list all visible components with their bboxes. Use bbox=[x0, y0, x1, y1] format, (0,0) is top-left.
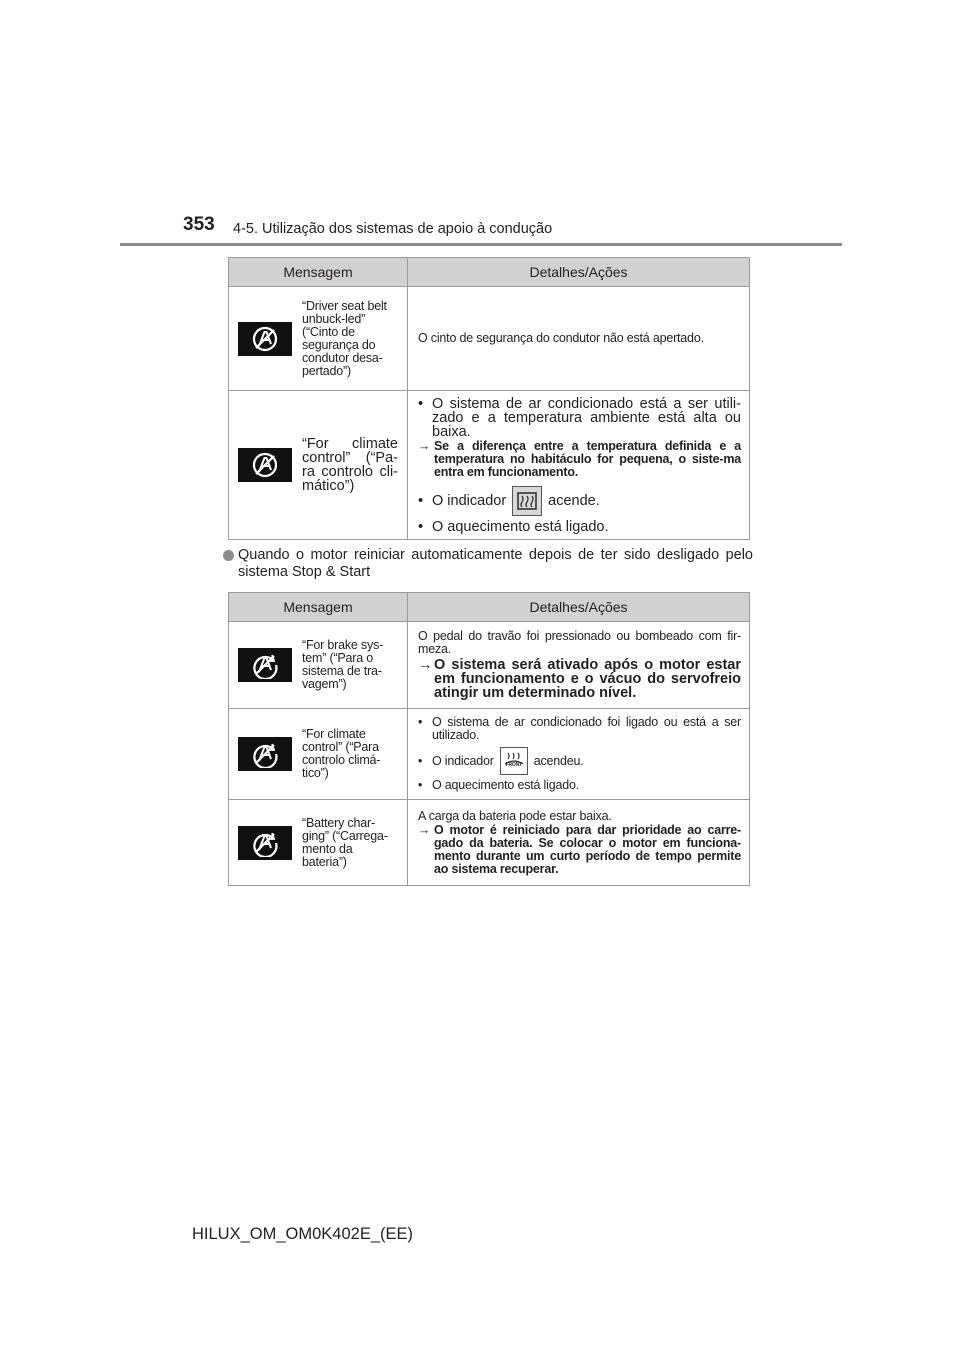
message-cell bbox=[229, 709, 408, 800]
list-item bbox=[418, 716, 741, 742]
arrow-icon: → bbox=[418, 438, 431, 453]
bullet-text: O aquecimento está ligado. bbox=[432, 778, 579, 792]
table-row bbox=[229, 287, 750, 391]
stop-start-restart-icon bbox=[238, 826, 292, 860]
message-details: O cinto de segurança do condutor não está apertado. bbox=[408, 287, 750, 391]
col-header-message: Mensagem bbox=[229, 593, 408, 622]
bullet-text: O sistema de ar condicionado está a ser utili-zado e a temperatura ambiente está alta ou baixa. bbox=[432, 395, 741, 440]
paragraph-text: Quando o motor reiniciar automaticamente depois de ter sido desligado pelo sistema Stop & Start bbox=[238, 547, 753, 580]
arrow-icon: → bbox=[418, 822, 431, 837]
bullet-circle-icon bbox=[223, 550, 234, 561]
message-details bbox=[408, 391, 750, 540]
message-name: “For brake sys-tem” (“Para o sistema de tra-vagem”) bbox=[302, 638, 384, 691]
stop-start-restart-icon bbox=[238, 737, 292, 771]
section-title: 4-5. Utilização dos sistemas de apoio à condução bbox=[233, 221, 553, 237]
arrow-icon: → bbox=[418, 657, 433, 673]
bullet-dot: • bbox=[418, 753, 423, 768]
list-item bbox=[418, 747, 741, 775]
bullet-dot: • bbox=[418, 492, 424, 509]
col-header-message: Mensagem bbox=[229, 258, 408, 287]
table-row bbox=[229, 622, 750, 709]
message-details bbox=[408, 622, 750, 709]
header-rule bbox=[120, 243, 842, 246]
bullet-dot: • bbox=[418, 518, 424, 535]
table-row bbox=[229, 800, 750, 886]
list-item bbox=[418, 520, 741, 534]
stop-start-off-icon bbox=[238, 322, 292, 356]
page-number: 353 bbox=[183, 214, 215, 235]
message-cell bbox=[229, 287, 408, 391]
message-name: “Battery char-ging” (“Carrega-mento da bateria”) bbox=[302, 815, 388, 869]
icon-cell bbox=[230, 648, 298, 682]
details-text: O pedal do travão foi pressionado ou bombeado com fir-meza. bbox=[418, 629, 741, 656]
arrow-text: O motor é reiniciado para dar prioridade ao carre-gado da bateria. Se colocar o motor em funciona-mento durante um curto período de tempo permite ao sistema recuperar. bbox=[434, 822, 741, 876]
list-item bbox=[418, 486, 741, 516]
icon-cell bbox=[230, 322, 298, 356]
bullet-text: O aquecimento está ligado. bbox=[432, 518, 609, 535]
icon-cell bbox=[230, 448, 298, 482]
message-cell bbox=[229, 622, 408, 709]
table-header bbox=[229, 593, 750, 622]
messages-table-2 bbox=[228, 592, 750, 886]
messages-table-1 bbox=[228, 257, 750, 540]
table-header bbox=[229, 258, 750, 287]
col-header-details: Detalhes/Ações bbox=[408, 258, 750, 287]
bullet-dot: • bbox=[418, 395, 424, 412]
front-label: FRONT bbox=[505, 762, 522, 768]
document-code: HILUX_OM_OM0K402E_(EE) bbox=[192, 1225, 414, 1243]
bullet-dot: • bbox=[418, 715, 423, 729]
bullet-text: O sistema de ar condicionado foi ligado ou está a ser utilizado. bbox=[432, 715, 741, 742]
arrow-note bbox=[418, 440, 741, 479]
bullet-paragraph bbox=[223, 547, 753, 581]
arrow-text: Se a diferença entre a temperatura definida e a temperatura no habitáculo for pequena, o siste-ma entra em funcionamento. bbox=[434, 438, 741, 479]
message-details bbox=[408, 800, 750, 886]
bullet-text: acende. bbox=[548, 492, 600, 509]
bullet-dot: • bbox=[418, 778, 423, 792]
message-name: “Driver seat belt unbuck-led” (“Cinto de segurança do condutor desa-pertado”) bbox=[302, 298, 387, 378]
bullet-text: O indicador bbox=[432, 753, 494, 768]
table-row bbox=[229, 391, 750, 540]
front-defogger-icon bbox=[500, 747, 528, 775]
col-header-details: Detalhes/Ações bbox=[408, 593, 750, 622]
table-row bbox=[229, 709, 750, 800]
rear-defogger-icon bbox=[512, 486, 542, 516]
list-item bbox=[418, 779, 741, 792]
message-name: “For climate control” (“Pa-ra controlo cli-mático”) bbox=[302, 436, 398, 494]
arrow-note bbox=[418, 658, 741, 700]
arrow-note bbox=[418, 824, 741, 876]
bullet-text: O indicador bbox=[432, 492, 507, 509]
icon-cell bbox=[230, 826, 298, 860]
details-text: A carga da bateria pode estar baixa. bbox=[418, 808, 612, 823]
message-name: “For climate control” (“Para controlo climá-tico”) bbox=[302, 727, 381, 780]
arrow-text: O sistema será ativado após o motor estar em funcionamento e o vácuo do servofreio atingir um determinado nível. bbox=[434, 657, 741, 701]
message-cell bbox=[229, 391, 408, 540]
message-details bbox=[408, 709, 750, 800]
list-item bbox=[418, 397, 741, 439]
icon-cell bbox=[230, 737, 298, 771]
message-cell bbox=[229, 800, 408, 886]
stop-start-restart-icon bbox=[238, 648, 292, 682]
bullet-text: acendeu. bbox=[533, 753, 584, 768]
stop-start-off-icon bbox=[238, 448, 292, 482]
